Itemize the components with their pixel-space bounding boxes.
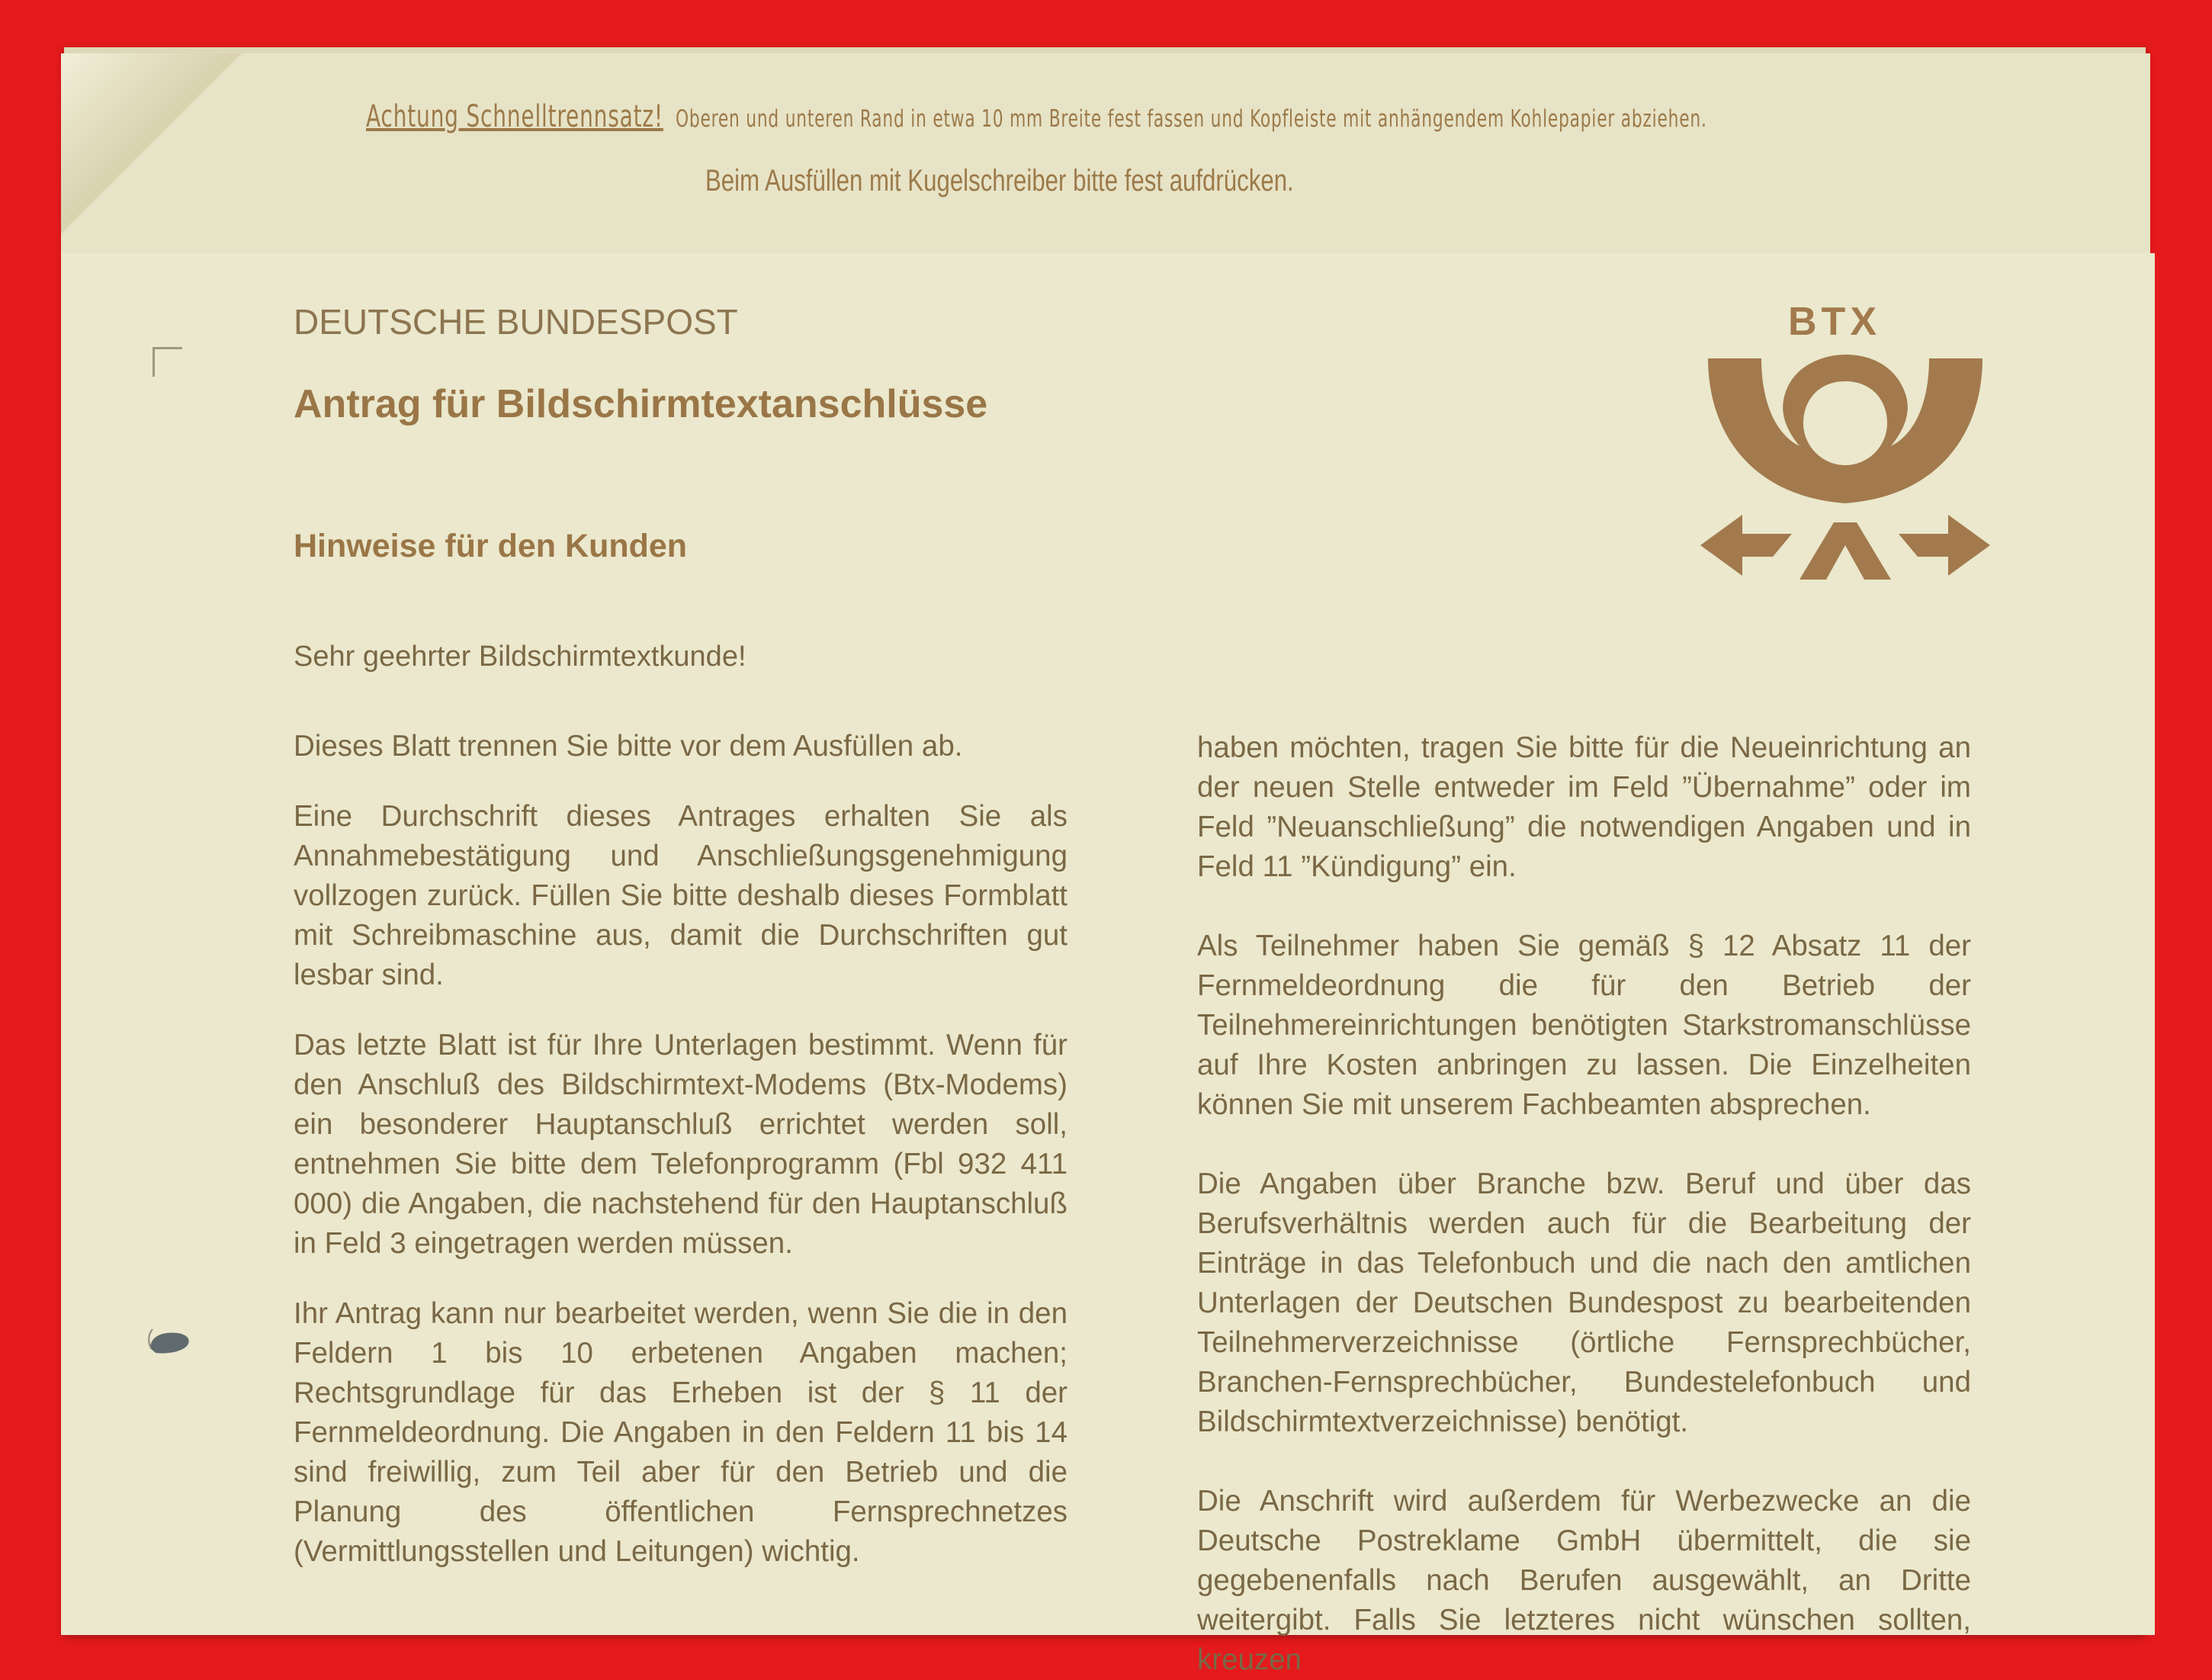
paragraph: Das letzte Blatt ist für Ihre Unterlagen bestimmt. Wenn für den Anschluß des Bildschirmtext-Modems (Btx-Modems) ein besonderer Hauptanschluß errichtet werden soll, entnehmen Sie bitte dem Telefonprogramm (Fbl 932 411 000) die Angaben, die nachstehend für den Hauptanschluß in Feld 3 eingetragen werden müssen.: [294, 1029, 1067, 1260]
right-column: [1197, 728, 1971, 1676]
corner-crop-mark: [152, 347, 182, 377]
paragraph: Die Angaben über Branche bzw. Beruf und über das Berufsverhältnis werden auch für die Bearbeitung der Einträge in das Telefonbuch und die nach den amtlichen Unterlagen der Deutschen Bundespost zu bearbeitenden Teilnehmerverzeichnisse (örtliche Fernsprechbücher, Branchen-Fernsprechbücher, Bundestelefonbuch und Bildschirmtextverzeichnisse) benötigt.: [1197, 1168, 1971, 1438]
warning-title: Achtung Schnelltrennsatz!: [366, 99, 663, 134]
posthorn-icon: [1700, 351, 1990, 587]
section-heading: Hinweise für den Kunden: [294, 528, 688, 564]
pen-note: Beim Ausfüllen mit Kugelschreiber bitte fest aufdrücken.: [705, 164, 1294, 198]
paragraph: haben möchten, tragen Sie bitte für die Neueinrichtung an der neuen Stelle entweder im Feld ”Übernahme” oder im Feld ”Neuanschließung” die notwendigen Angaben und in Feld 11 ”Kündigung” ein.: [1197, 731, 1971, 883]
paragraph: Die Anschrift wird außerdem für Werbezwecke an die Deutsche Postreklame GmbH übermittelt, die sie gegebenenfalls nach Berufen ausgewählt, an Dritte weitergibt. Falls Sie letzteres nicht wünschen sollten, kreuzen: [1197, 1485, 1971, 1676]
tear-off-header-strip[interactable]: [61, 53, 2150, 255]
salutation: Sehr geehrter Bildschirmtextkunde!: [294, 641, 746, 673]
ink-stain: [146, 1325, 192, 1356]
folded-corner: [61, 53, 259, 252]
logo-label: BTX: [1788, 300, 1881, 344]
paragraph: Dieses Blatt trennen Sie bitte vor dem Ausfüllen ab.: [294, 730, 963, 763]
paragraph: Ihr Antrag kann nur bearbeitet werden, wenn Sie die in den Feldern 1 bis 10 erbetenen Angaben machen; Rechtsgrundlage für das Erheben ist der § 11 der Fernmeldeordnung. Die Angaben in den Feldern 11 bis 14 sind freiwillig, zum Teil aber für den Betrieb und die Planung des öffentlichen Fernsprechnetzes (Vermittlungsstellen und Leitungen) wichtig.: [294, 1297, 1067, 1568]
organization-name: DEUTSCHE BUNDESPOST: [294, 302, 738, 342]
warning-text: Oberen und unteren Rand in etwa 10 mm Breite fest fassen und Kopfleiste mit anhängendem Kohlepapier abziehen.: [675, 105, 1707, 133]
page-title: Antrag für Bildschirmtextanschlüsse: [294, 382, 988, 426]
left-column: [294, 727, 1067, 1602]
paragraph: Eine Durchschrift dieses Antrages erhalten Sie als Annahmebestätigung und Anschließungsgenehmigung vollzogen zurück. Füllen Sie bitte deshalb dieses Formblatt mit Schreibmaschine aus, damit die Durchschriften gut lesbar sind.: [294, 800, 1067, 991]
tear-off-instruction: [366, 99, 2120, 134]
paragraph: Als Teilnehmer haben Sie gemäß § 12 Absatz 11 der Fernmeldeordnung die für den Betrieb der Teilnehmereinrichtungen benötigten Starkstromanschlüsse auf Ihre Kosten anbringen zu lassen. Die Einzelheiten können Sie mit unserem Fachbeamten absprechen.: [1197, 930, 1971, 1121]
